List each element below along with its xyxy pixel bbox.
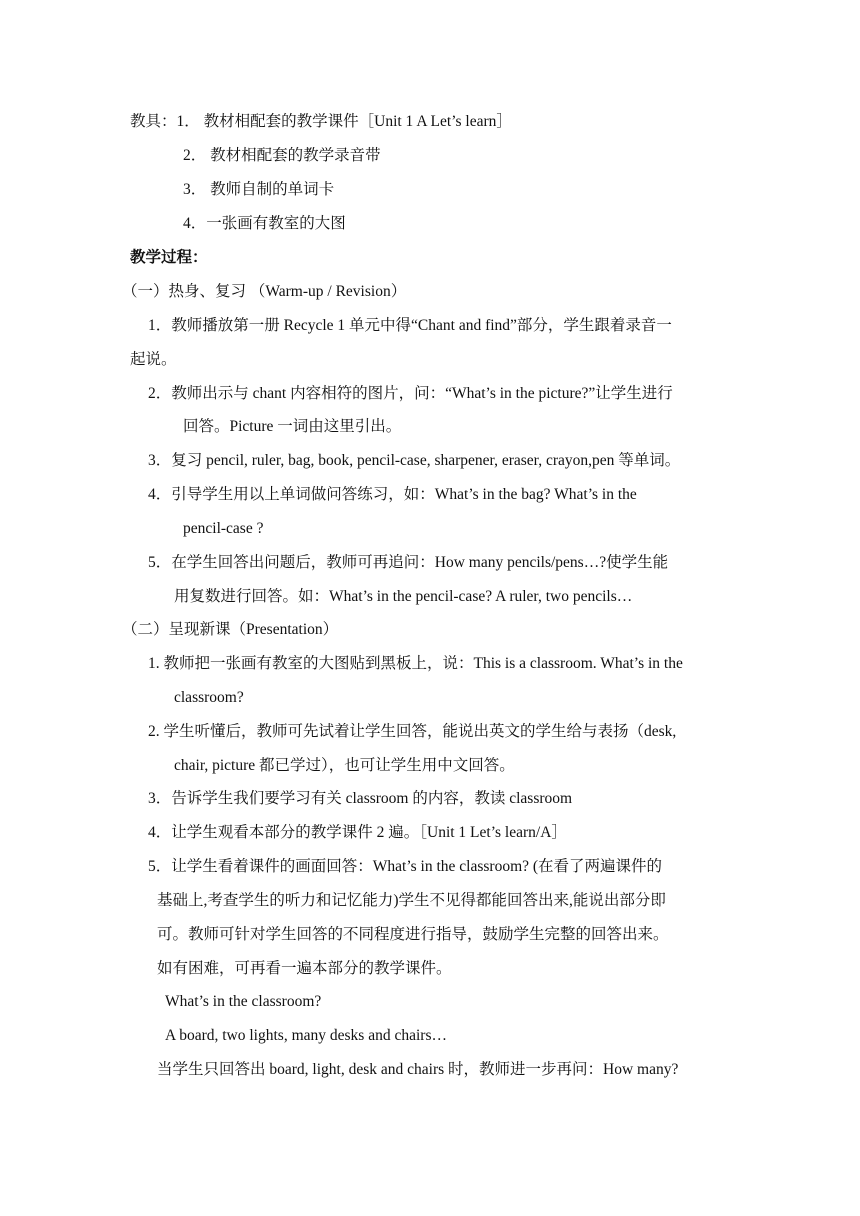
warmup-step-3: 3．复习 pencil, ruler, bag, book, pencil-case, sharpener, eraser, crayon,pen 等单词。 xyxy=(148,452,681,469)
warmup-step-4: 4．引导学生用以上单词做问答练习，如：What’s in the bag? What’s in the xyxy=(148,486,637,503)
warmup-step-2-cont: 回答。Picture 一词由这里引出。 xyxy=(183,418,402,435)
warmup-step-2: 2．教师出示与 chant 内容相符的图片，问：“What’s in the picture?”让学生进行 xyxy=(148,385,673,402)
warmup-step-4-cont: pencil-case ? xyxy=(183,520,264,537)
presentation-step-5: 5．让学生看着课件的画面回答：What’s in the classroom? (在看了两遍课件的 xyxy=(148,858,663,875)
teaching-aids-line-3: 3． 教师自制的单词卡 xyxy=(183,181,335,198)
warmup-step-5-cont: 用复数进行回答。如：What’s in the pencil-case? A ruler, two pencils… xyxy=(174,588,633,605)
followup-line: 当学生只回答出 board, light, desk and chairs 时，教师进一步再问：How many? xyxy=(157,1061,679,1078)
warmup-heading: （一）热身、复习 （Warm-up / Revision） xyxy=(122,283,407,300)
dialogue-answer: A board, two lights, many desks and chairs… xyxy=(165,1027,447,1044)
presentation-step-5-cont-1: 基础上,考查学生的听力和记忆能力)学生不见得都能回答出来,能说出部分即 xyxy=(157,892,666,909)
warmup-step-5: 5．在学生回答出问题后，教师可再追问：How many pencils/pens…?使学生能 xyxy=(148,554,669,571)
warmup-step-1: 1．教师播放第一册 Recycle 1 单元中得“Chant and find”部分，学生跟着录音一 xyxy=(148,317,672,334)
dialogue-question: What’s in the classroom? xyxy=(165,993,322,1010)
warmup-step-1-cont: 起说。 xyxy=(130,351,177,368)
presentation-step-1-cont: classroom? xyxy=(174,689,244,706)
presentation-step-4: 4．让学生观看本部分的教学课件 2 遍。［Unit 1 Let’s learn/A］ xyxy=(148,824,567,841)
presentation-step-2: 2. 学生听懂后，教师可先试着让学生回答，能说出英文的学生给与表扬（desk, xyxy=(148,723,677,740)
presentation-step-2-cont: chair, picture 都已学过），也可让学生用中文回答。 xyxy=(174,757,515,774)
presentation-step-3: 3．告诉学生我们要学习有关 classroom 的内容，教读 classroom xyxy=(148,790,573,807)
teaching-aids-line-2: 2． 教材相配套的教学录音带 xyxy=(183,147,381,164)
presentation-step-5-cont-3: 如有困难，可再看一遍本部分的教学课件。 xyxy=(157,960,452,977)
presentation-step-5-cont-2: 可。教师可针对学生回答的不同程度进行指导，鼓励学生完整的回答出来。 xyxy=(157,926,669,943)
section-heading-process: 教学过程： xyxy=(130,249,208,266)
presentation-heading: （二）呈现新课（Presentation） xyxy=(122,621,339,638)
teaching-aids-line-1: 教具：1． 教材相配套的教学课件［Unit 1 A Let’s learn］ xyxy=(130,113,512,130)
presentation-step-1: 1. 教师把一张画有教室的大图贴到黑板上，说：This is a classroom. What’s in the xyxy=(148,655,683,672)
teaching-aids-line-4: 4．一张画有教室的大图 xyxy=(183,215,346,232)
